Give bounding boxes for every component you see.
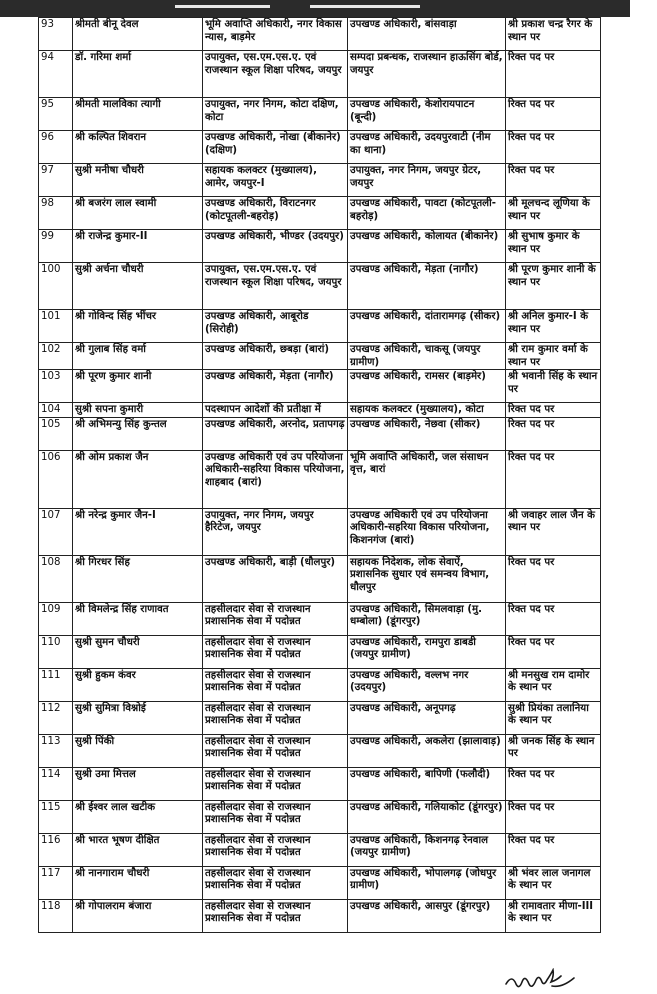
remark-cell: रिक्त पद पर — [506, 800, 601, 833]
serial-number-cell: 101 — [39, 310, 73, 343]
current-posting-cell: उपखण्ड अधिकारी, छबड़ा (बारां) — [203, 343, 348, 370]
table-row — [39, 403, 601, 418]
current-posting-cell: पदस्थापन आदेशों की प्रतीक्षा में — [203, 403, 348, 418]
remark-cell: श्री जवाहर लाल जैन के स्थान पर — [506, 508, 601, 555]
table-row — [39, 263, 601, 310]
table-body — [39, 18, 601, 933]
remark-cell: रिक्त पद पर — [506, 164, 601, 197]
table-row — [39, 18, 601, 51]
serial-number-cell: 104 — [39, 403, 73, 418]
current-posting-cell: तहसीलदार सेवा से राजस्थान प्रशासनिक सेवा में पदोन्नत — [203, 866, 348, 899]
table-row — [39, 701, 601, 734]
table-row — [39, 51, 601, 98]
remark-cell: रिक्त पद पर — [506, 767, 601, 800]
new-posting-cell: भूमि अवाप्ति अधिकारी, जल संसाधन वृत्त, बारां — [348, 450, 506, 508]
remark-cell: रिक्त पद पर — [506, 51, 601, 98]
table-row — [39, 899, 601, 932]
officer-name-cell: श्री ओम प्रकाश जैन — [73, 450, 203, 508]
table-row — [39, 98, 601, 131]
serial-number-cell: 102 — [39, 343, 73, 370]
officer-name-cell: श्रीमती बीनू देवल — [73, 18, 203, 51]
officer-name-cell: श्री पूरण कुमार शानी — [73, 370, 203, 403]
current-posting-cell: तहसीलदार सेवा से राजस्थान प्रशासनिक सेवा में पदोन्नत — [203, 668, 348, 701]
current-posting-cell: उपायुक्त, नगर निगम, जयपुर हैरिटेज, जयपुर — [203, 508, 348, 555]
new-posting-cell: उपायुक्त, नगर निगम, जयपुर ग्रेटर, जयपुर — [348, 164, 506, 197]
officer-name-cell: श्री बजरंग लाल स्वामी — [73, 197, 203, 230]
table-row — [39, 635, 601, 668]
signature-image — [500, 968, 590, 992]
officer-name-cell: श्री विमलेन्द्र सिंह राणावत — [73, 602, 203, 635]
remark-cell: श्री भवानी सिंह के स्थान पर — [506, 370, 601, 403]
toolbar-divider — [310, 5, 420, 8]
new-posting-cell: उपखण्ड अधिकारी, चाकसू (जयपुर ग्रामीण) — [348, 343, 506, 370]
new-posting-cell: उपखण्ड अधिकारी, रामपुरा डाबडी (जयपुर ग्रामीण) — [348, 635, 506, 668]
serial-number-cell: 114 — [39, 767, 73, 800]
current-posting-cell: तहसीलदार सेवा से राजस्थान प्रशासनिक सेवा में पदोन्नत — [203, 701, 348, 734]
current-posting-cell: उपखण्ड अधिकारी, विराटनगर (कोटपूतली-बहरोड़) — [203, 197, 348, 230]
table-row — [39, 230, 601, 263]
new-posting-cell: उपखण्ड अधिकारी, कोलायत (बीकानेर) — [348, 230, 506, 263]
officer-name-cell: श्री राजेन्द्र कुमार-II — [73, 230, 203, 263]
remark-cell: श्री राम कुमार वर्मा के स्थान पर — [506, 343, 601, 370]
serial-number-cell: 110 — [39, 635, 73, 668]
new-posting-cell: उपखण्ड अधिकारी, केशोरायपाटन (बून्दी) — [348, 98, 506, 131]
table-row — [39, 197, 601, 230]
current-posting-cell: उपखण्ड अधिकारी, नोखा (बीकानेर) (दक्षिण) — [203, 131, 348, 164]
remark-cell: श्री मनसुख राम दामोर के स्थान पर — [506, 668, 601, 701]
remark-cell: रिक्त पद पर — [506, 555, 601, 602]
serial-number-cell: 93 — [39, 18, 73, 51]
officer-name-cell: श्री नानगाराम चौधरी — [73, 866, 203, 899]
officer-name-cell: श्री कल्पित शिवरान — [73, 131, 203, 164]
current-posting-cell: उपखण्ड अधिकारी, भीण्डर (उदयपुर) — [203, 230, 348, 263]
new-posting-cell: उपखण्ड अधिकारी, अकलेरा (झालावाड़) — [348, 734, 506, 767]
serial-number-cell: 115 — [39, 800, 73, 833]
remark-cell: श्री सुभाष कुमार के स्थान पर — [506, 230, 601, 263]
current-posting-cell: उपखण्ड अधिकारी, अरनोद, प्रतापगढ़ — [203, 417, 348, 450]
officer-name-cell: सुश्री सुमन चौधरी — [73, 635, 203, 668]
serial-number-cell: 97 — [39, 164, 73, 197]
officer-name-cell: सुश्री मनीषा चौधरी — [73, 164, 203, 197]
remark-cell: श्री भंवर लाल जनागल के स्थान पर — [506, 866, 601, 899]
new-posting-cell: उपखण्ड अधिकारी, किशनगढ़ रेनवाल (जयपुर ग्रामीण) — [348, 833, 506, 866]
officer-name-cell: सुश्री उमा मित्तल — [73, 767, 203, 800]
remark-cell: रिक्त पद पर — [506, 403, 601, 418]
new-posting-cell: उपखण्ड अधिकारी, गलियाकोट (डूंगरपुर) — [348, 800, 506, 833]
remark-cell: सुश्री प्रियंका तलानिया के स्थान पर — [506, 701, 601, 734]
officer-name-cell: श्री गिरधर सिंह — [73, 555, 203, 602]
current-posting-cell: उपायुक्त, नगर निगम, कोटा दक्षिण, कोटा — [203, 98, 348, 131]
current-posting-cell: उपखण्ड अधिकारी एवं उप परियोजना अधिकारी-सहरिया विकास परियोजना, शाहबाद (बारां) — [203, 450, 348, 508]
table-row — [39, 164, 601, 197]
new-posting-cell: सम्पदा प्रबन्धक, राजस्थान हाऊसिंग बोर्ड, जयपुर — [348, 51, 506, 98]
current-posting-cell: तहसीलदार सेवा से राजस्थान प्रशासनिक सेवा में पदोन्नत — [203, 800, 348, 833]
new-posting-cell: सहायक निदेशक, लोक सेवाऐं, प्रशासनिक सुधार एवं समन्वय विभाग, धौलपुर — [348, 555, 506, 602]
officer-name-cell: श्री अभिमन्यु सिंह कुन्तल — [73, 417, 203, 450]
current-posting-cell: सहायक कलक्टर (मुख्यालय), आमेर, जयपुर-I — [203, 164, 348, 197]
officer-name-cell: डॉ. गरिमा शर्मा — [73, 51, 203, 98]
table-row — [39, 450, 601, 508]
officer-name-cell: श्री गोपालराम बंजारा — [73, 899, 203, 932]
current-posting-cell: उपायुक्त, एस.एम.एस.ए. एवं राजस्थान स्कूल शिक्षा परिषद, जयपुर — [203, 51, 348, 98]
new-posting-cell: उपखण्ड अधिकारी, भोपालगढ़ (जोधपुर ग्रामीण) — [348, 866, 506, 899]
new-posting-cell: उपखण्ड अधिकारी, आसपुर (डूंगरपुर) — [348, 899, 506, 932]
table-row — [39, 668, 601, 701]
table-row — [39, 800, 601, 833]
new-posting-cell: उपखण्ड अधिकारी, दांतारामगढ़ (सीकर) — [348, 310, 506, 343]
current-posting-cell: तहसीलदार सेवा से राजस्थान प्रशासनिक सेवा में पदोन्नत — [203, 767, 348, 800]
remark-cell: श्री अनिल कुमार-I के स्थान पर — [506, 310, 601, 343]
officer-name-cell: श्री भारत भूषण दीक्षित — [73, 833, 203, 866]
table-row — [39, 310, 601, 343]
serial-number-cell: 107 — [39, 508, 73, 555]
table-row — [39, 370, 601, 403]
new-posting-cell: उपखण्ड अधिकारी, नेछवा (सीकर) — [348, 417, 506, 450]
serial-number-cell: 112 — [39, 701, 73, 734]
new-posting-cell: उपखण्ड अधिकारी, अनूपगढ़ — [348, 701, 506, 734]
table-row — [39, 767, 601, 800]
new-posting-cell: उपखण्ड अधिकारी, पावटा (कोटपूतली-बहरोड़) — [348, 197, 506, 230]
new-posting-cell: उपखण्ड अधिकारी, उदयपुरवाटी (नीम का थाना) — [348, 131, 506, 164]
table-row — [39, 508, 601, 555]
serial-number-cell: 109 — [39, 602, 73, 635]
serial-number-cell: 103 — [39, 370, 73, 403]
serial-number-cell: 95 — [39, 98, 73, 131]
remark-cell: रिक्त पद पर — [506, 635, 601, 668]
current-posting-cell: उपखण्ड अधिकारी, बाड़ी (धौलपुर) — [203, 555, 348, 602]
table-row — [39, 602, 601, 635]
officer-name-cell: श्री नरेन्द्र कुमार जैन-I — [73, 508, 203, 555]
current-posting-cell: उपायुक्त, एस.एम.एस.ए. एवं राजस्थान स्कूल शिक्षा परिषद, जयपुर — [203, 263, 348, 310]
officer-name-cell: श्री गुलाब सिंह वर्मा — [73, 343, 203, 370]
remark-cell: रिक्त पद पर — [506, 131, 601, 164]
remark-cell: श्री मूलचन्द लूणिया के स्थान पर — [506, 197, 601, 230]
officer-name-cell: श्री गोविन्द सिंह भींचर — [73, 310, 203, 343]
serial-number-cell: 116 — [39, 833, 73, 866]
current-posting-cell: तहसीलदार सेवा से राजस्थान प्रशासनिक सेवा में पदोन्नत — [203, 899, 348, 932]
remark-cell: रिक्त पद पर — [506, 833, 601, 866]
current-posting-cell: तहसीलदार सेवा से राजस्थान प्रशासनिक सेवा में पदोन्नत — [203, 833, 348, 866]
new-posting-cell: उपखण्ड अधिकारी, वल्लभ नगर (उदयपुर) — [348, 668, 506, 701]
table-row — [39, 866, 601, 899]
current-posting-cell: भूमि अवाप्ति अधिकारी, नगर विकास न्यास, बाड़मेर — [203, 18, 348, 51]
new-posting-cell: उपखण्ड अधिकारी, मेड़ता (नागौर) — [348, 263, 506, 310]
serial-number-cell: 108 — [39, 555, 73, 602]
new-posting-cell: सहायक कलक्टर (मुख्यालय), कोटा — [348, 403, 506, 418]
remark-cell: रिक्त पद पर — [506, 98, 601, 131]
current-posting-cell: उपखण्ड अधिकारी, आबूरोड (सिरोही) — [203, 310, 348, 343]
transfer-list-table — [38, 17, 600, 933]
remark-cell: श्री रामावतार मीणा-III के स्थान पर — [506, 899, 601, 932]
current-posting-cell: तहसीलदार सेवा से राजस्थान प्रशासनिक सेवा में पदोन्नत — [203, 602, 348, 635]
new-posting-cell: उपखण्ड अधिकारी एवं उप परियोजना अधिकारी-सहरिया विकास परियोजना, किशनगंज (बारां) — [348, 508, 506, 555]
current-posting-cell: उपखण्ड अधिकारी, मेड़ता (नागौर) — [203, 370, 348, 403]
table-row — [39, 343, 601, 370]
serial-number-cell: 111 — [39, 668, 73, 701]
remark-cell: रिक्त पद पर — [506, 417, 601, 450]
current-posting-cell: तहसीलदार सेवा से राजस्थान प्रशासनिक सेवा में पदोन्नत — [203, 734, 348, 767]
new-posting-cell: उपखण्ड अधिकारी, सिमलवाड़ा (मु. धम्बोला) (डूंगरपुर) — [348, 602, 506, 635]
officer-name-cell: सुश्री सपना कुमारी — [73, 403, 203, 418]
new-posting-cell: उपखण्ड अधिकारी, बांसवाड़ा — [348, 18, 506, 51]
table-row — [39, 417, 601, 450]
serial-number-cell: 105 — [39, 417, 73, 450]
current-posting-cell: तहसीलदार सेवा से राजस्थान प्रशासनिक सेवा में पदोन्नत — [203, 635, 348, 668]
viewer-toolbar — [0, 0, 630, 17]
serial-number-cell: 106 — [39, 450, 73, 508]
remark-cell: रिक्त पद पर — [506, 602, 601, 635]
serial-number-cell: 99 — [39, 230, 73, 263]
serial-number-cell: 100 — [39, 263, 73, 310]
officer-name-cell: श्री ईश्वर लाल खटीक — [73, 800, 203, 833]
officer-name-cell: सुश्री हुकम कंवर — [73, 668, 203, 701]
serial-number-cell: 98 — [39, 197, 73, 230]
serial-number-cell: 118 — [39, 899, 73, 932]
table-row — [39, 131, 601, 164]
serial-number-cell: 96 — [39, 131, 73, 164]
table-row — [39, 833, 601, 866]
remark-cell: रिक्त पद पर — [506, 450, 601, 508]
serial-number-cell: 94 — [39, 51, 73, 98]
toolbar-divider — [175, 5, 270, 8]
officer-name-cell: श्रीमती मालविका त्यागी — [73, 98, 203, 131]
officer-name-cell: सुश्री पिंकी — [73, 734, 203, 767]
serial-number-cell: 117 — [39, 866, 73, 899]
officer-name-cell: सुश्री अर्चना चौधरी — [73, 263, 203, 310]
remark-cell: श्री प्रकाश चन्द्र रैगर के स्थान पर — [506, 18, 601, 51]
new-posting-cell: उपखण्ड अधिकारी, बापिणी (फलौदी) — [348, 767, 506, 800]
table-row — [39, 734, 601, 767]
remark-cell: श्री जनक सिंह के स्थान पर — [506, 734, 601, 767]
remark-cell: श्री पूरण कुमार शानी के स्थान पर — [506, 263, 601, 310]
table-row — [39, 555, 601, 602]
officer-name-cell: सुश्री सुमित्रा विश्नोई — [73, 701, 203, 734]
serial-number-cell: 113 — [39, 734, 73, 767]
new-posting-cell: उपखण्ड अधिकारी, रामसर (बाड़मेर) — [348, 370, 506, 403]
